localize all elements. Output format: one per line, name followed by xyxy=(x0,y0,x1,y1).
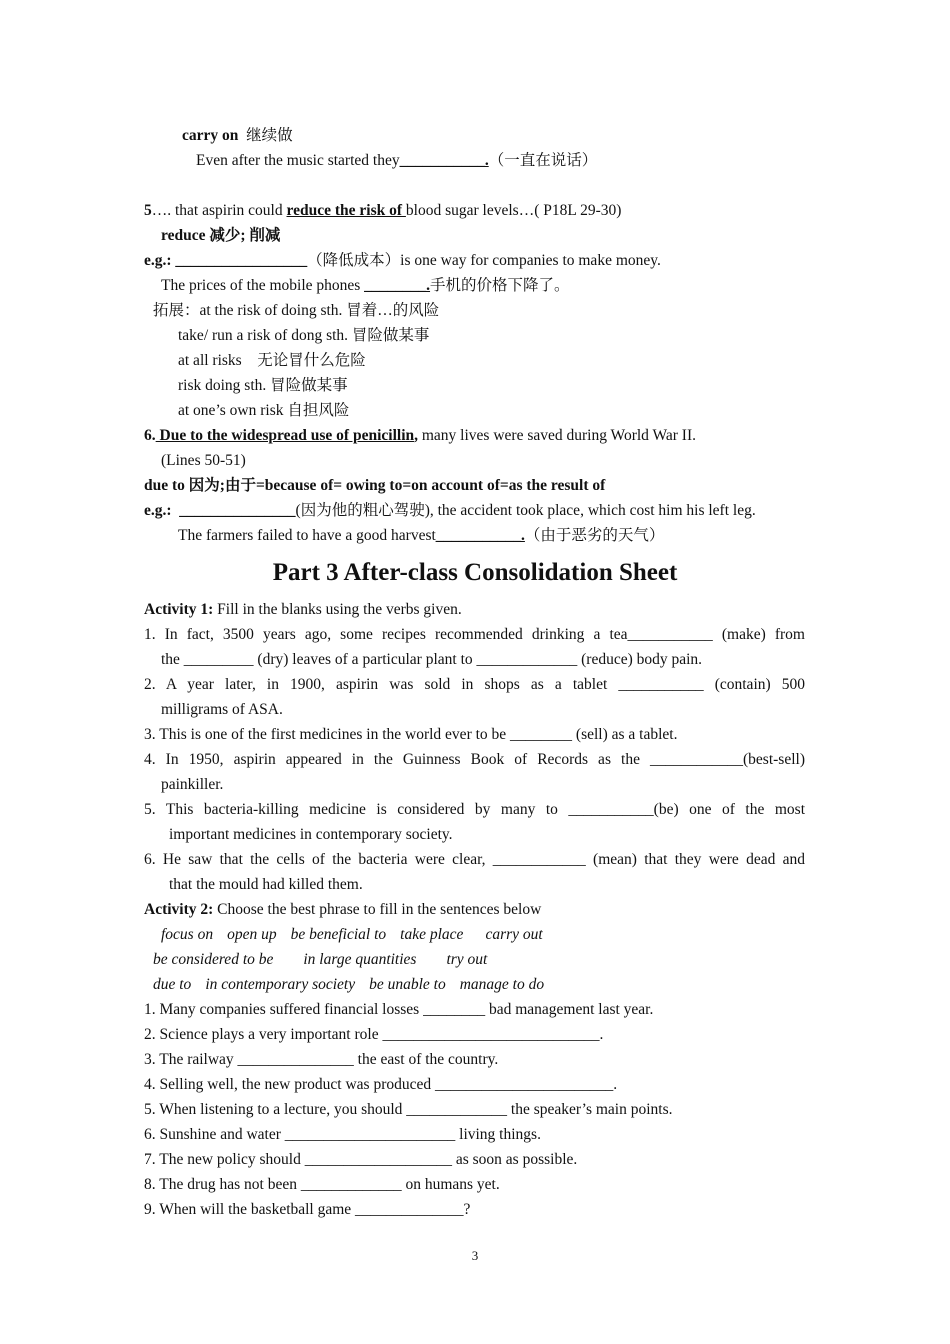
activity-2-q9: 9. When will the basketball game ______________? xyxy=(144,1201,471,1218)
activity-2-q3: 3. The railway _______________ the east of the country. xyxy=(144,1051,499,1068)
phrase-bank-row-3 xyxy=(153,975,544,995)
phrase-bank-row-2 xyxy=(153,950,487,970)
phrase-option: take place xyxy=(400,926,464,943)
extension-2: take/ run a risk of dong sth. 冒险做某事 xyxy=(178,327,430,344)
due-to-heading: due to 因为;由于=because of= owing to=on account of=as the result of xyxy=(144,477,606,494)
activity-2-q7: 7. The new policy should ___________________ as soon as possible. xyxy=(144,1151,578,1168)
carry-on-example: Even after the music started they___________.（一直在说话） xyxy=(196,152,598,169)
page-number: 3 xyxy=(471,1248,479,1263)
phrase-option: manage to do xyxy=(459,976,545,993)
activity-1-q1-line2: the _________ (dry) leaves of a particular plant to _____________ (reduce) body pain. xyxy=(161,651,703,668)
phrase-option: try out xyxy=(446,951,488,968)
activity-1-q5-line2: important medicines in contemporary society. xyxy=(169,826,453,843)
activity-1-q4-line2: painkiller. xyxy=(161,776,224,793)
activity-2-q1: 1. Many companies suffered financial losses ________ bad management last year. xyxy=(144,1001,654,1018)
activity-1-q6-line1: 6. He saw that the cells of the bacteria were clear, ____________ (mean) that they were dead and xyxy=(144,851,805,868)
blank: _________________ xyxy=(175,252,308,269)
reduce-heading: reduce 减少; 削减 xyxy=(161,227,281,244)
key-phrase: Due to the widespread use of penicillin xyxy=(155,427,415,444)
blank: ___________. xyxy=(435,527,525,544)
blank: ________. xyxy=(364,277,431,294)
activity-2-q5: 5. When listening to a lecture, you should _____________ the speaker’s main points. xyxy=(144,1101,673,1118)
due-to-example-2: The farmers failed to have a good harvest___________.（由于恶劣的天气） xyxy=(178,527,665,544)
phrase-option: in contemporary society xyxy=(205,976,356,993)
activity-2-q4: 4. Selling well, the new product was produced _______________________. xyxy=(144,1076,618,1093)
activity-1-q6-line2: that the mould had killed them. xyxy=(169,876,363,893)
activity-2-heading: Activity 2: Choose the best phrase to fill in the sentences below xyxy=(144,901,542,918)
phrase-option: be beneficial to xyxy=(290,926,387,943)
activity-1-q3: 3. This is one of the first medicines in the world ever to be ________ (sell) as a tablet. xyxy=(144,726,678,743)
blank: _______________ xyxy=(179,502,296,519)
phrase-option: open up xyxy=(227,926,277,943)
activity-2-q6: 6. Sunshine and water ______________________ living things. xyxy=(144,1126,541,1143)
item-6: 6. Due to the widespread use of penicillin, many lives were saved during World War II. xyxy=(144,427,697,444)
extension-5: at one’s own risk 自担风险 xyxy=(178,402,350,419)
activity-1-q2-line2: milligrams of ASA. xyxy=(161,701,283,718)
activity-2-q2: 2. Science plays a very important role ____________________________. xyxy=(144,1026,604,1043)
carry-on-meaning: 继续做 xyxy=(246,127,293,144)
activity-1-q5-line1: 5. This bacteria-killing medicine is considered by many to ___________(be) one of the most xyxy=(144,801,805,818)
item-6-lines: (Lines 50-51) xyxy=(161,452,246,469)
activity-1-heading: Activity 1: Fill in the blanks using the verbs given. xyxy=(144,601,462,618)
blank: ___________. xyxy=(399,152,489,169)
item-5: 5…. that aspirin could reduce the risk of blood sugar levels…( P18L 29-30) xyxy=(144,202,622,219)
phrase-bank-row-1 xyxy=(161,925,543,945)
carry-on-term: carry on xyxy=(182,127,239,144)
key-phrase: reduce the risk of xyxy=(286,202,406,219)
activity-1-q2-line1: 2. A year later, in 1900, aspirin was sold in shops as a tablet ___________ (contain) 500 xyxy=(144,676,805,693)
activity-1-q1-line1: 1. In fact, 3500 years ago, some recipes recommended drinking a tea___________ (make) from xyxy=(144,626,805,643)
phrase-option: in large quantities xyxy=(303,951,417,968)
extension-1: 拓展：at the risk of doing sth. 冒着…的风险 xyxy=(153,302,440,319)
page-title: Part 3 After-class Consolidation Sheet xyxy=(272,559,678,586)
due-to-example-1: e.g.: _______________(因为他的粗心驾驶), the accident took place, which cost him his left leg. xyxy=(144,502,756,519)
extension-3: at all risks 无论冒什么危险 xyxy=(178,352,366,369)
carry-on-heading xyxy=(182,126,293,146)
phrase-option: be unable to xyxy=(369,976,446,993)
extension-4: risk doing sth. 冒险做某事 xyxy=(178,377,348,394)
phrase-option: due to xyxy=(153,976,192,993)
phrase-option: carry out xyxy=(485,926,543,943)
activity-2-q8: 8. The drug has not been _____________ on humans yet. xyxy=(144,1176,500,1193)
reduce-example-2: The prices of the mobile phones ________.手机的价格下降了。 xyxy=(161,277,570,294)
activity-1-q4-line1: 4. In 1950, aspirin appeared in the Guinness Book of Records as the ____________(best-sell) xyxy=(144,751,805,768)
phrase-option: be considered to be xyxy=(153,951,274,968)
reduce-example-1: e.g.: _________________（降低成本）is one way for companies to make money. xyxy=(144,252,661,269)
phrase-option: focus on xyxy=(161,926,214,943)
